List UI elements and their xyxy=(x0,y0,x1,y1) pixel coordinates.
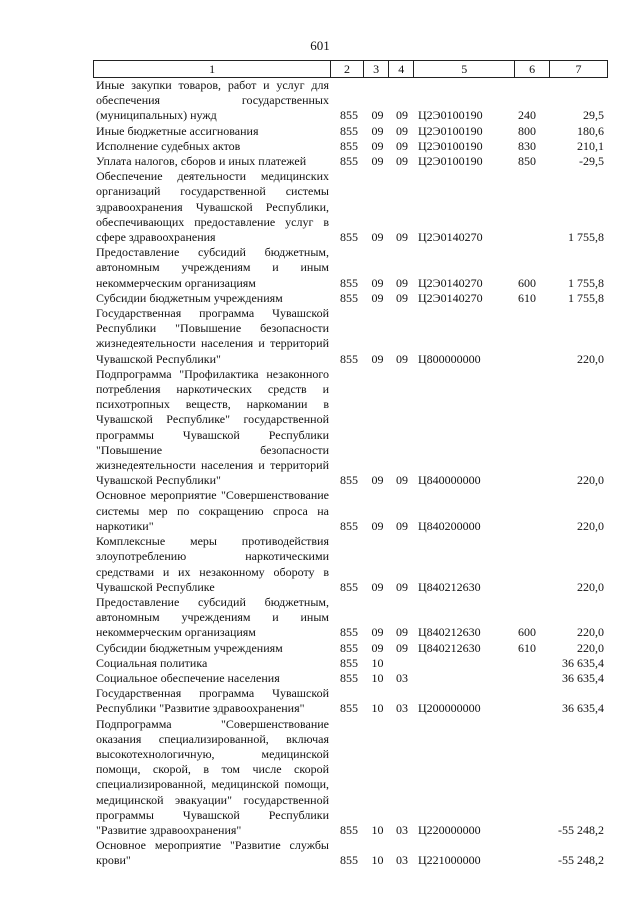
table-row xyxy=(93,838,608,868)
row-amount: 220,0 xyxy=(577,351,604,366)
row-amount: -55 248,2 xyxy=(558,853,604,868)
row-amount: 36 635,4 xyxy=(562,701,604,716)
row-expense-type: 240 xyxy=(518,108,536,123)
table-row xyxy=(93,169,608,245)
row-subsection-code: 09 xyxy=(396,123,408,138)
header-col-5: 5 xyxy=(413,61,514,77)
row-description: Комплексные меры противодействия злоупотреблению наркотическими средствами и их незаконному обороту в Чувашской Республике xyxy=(96,534,329,594)
row-expense-type: 850 xyxy=(518,154,536,169)
row-amount: 220,0 xyxy=(577,473,604,488)
row-target-article: Ц800000000 xyxy=(418,351,481,366)
row-description: Иные бюджетные ассигнования xyxy=(96,123,259,138)
row-amount: 180,6 xyxy=(577,123,604,138)
row-subsection-code: 03 xyxy=(396,822,408,837)
row-target-article: Ц2Э0100190 xyxy=(418,123,483,138)
row-section-code: 09 xyxy=(371,625,384,640)
row-admin-code: 855 xyxy=(340,275,358,290)
row-subsection-code: 09 xyxy=(396,579,408,594)
row-expense-type: 600 xyxy=(518,275,536,290)
row-subsection-code: 09 xyxy=(396,275,408,290)
table-row xyxy=(93,656,608,671)
row-description: Исполнение судебных актов xyxy=(96,138,241,153)
row-admin-code: 855 xyxy=(340,154,358,169)
row-section-code: 09 xyxy=(371,154,384,169)
table-row xyxy=(93,291,608,306)
row-admin-code: 855 xyxy=(340,655,358,670)
table-row xyxy=(93,245,608,291)
row-section-code: 10 xyxy=(371,670,384,685)
row-section-code: 10 xyxy=(371,655,384,670)
row-subsection-code: 09 xyxy=(396,518,408,533)
row-amount: 220,0 xyxy=(577,640,604,655)
row-description: Уплата налогов, сборов и иных платежей xyxy=(96,154,307,169)
row-description: Субсидии бюджетным учреждениям xyxy=(96,290,283,305)
row-target-article: Ц840212630 xyxy=(418,640,481,655)
budget-table xyxy=(93,60,608,869)
row-target-article: Ц2Э0100190 xyxy=(418,108,483,123)
header-col-3: 3 xyxy=(363,61,389,77)
row-description: Основное мероприятие "Развитие службы крови" xyxy=(96,838,329,868)
row-subsection-code: 09 xyxy=(396,230,408,245)
row-section-code: 10 xyxy=(371,822,384,837)
row-amount: 1 755,8 xyxy=(568,275,604,290)
row-description: Социальное обеспечение населения xyxy=(96,670,280,685)
row-subsection-code: 09 xyxy=(396,154,408,169)
header-col-4: 4 xyxy=(388,61,413,77)
row-description: Субсидии бюджетным учреждениям xyxy=(96,640,283,655)
row-amount: 36 635,4 xyxy=(562,670,604,685)
header-col-2: 2 xyxy=(330,61,363,77)
row-amount: 220,0 xyxy=(577,625,604,640)
row-target-article: Ц2Э0140270 xyxy=(418,230,483,245)
row-target-article: Ц840212630 xyxy=(418,625,481,640)
row-description: Государственная программа Чувашской Республики "Развитие здравоохранения" xyxy=(96,686,329,716)
row-description: Подпрограмма "Совершенствование оказания специализированной, включая высокотехнологичную, медицинской помощи, скорой, в том числе скорой специализированной, медицинской помощи, медицинской эвакуации" государственной программы Чувашской Республики "Развитие здравоохранения" xyxy=(96,716,329,837)
row-amount: 29,5 xyxy=(583,108,604,123)
row-section-code: 09 xyxy=(371,473,384,488)
row-target-article: Ц840200000 xyxy=(418,518,481,533)
row-subsection-code: 09 xyxy=(396,108,408,123)
row-section-code: 10 xyxy=(371,853,384,868)
row-target-article: Ц2Э0100190 xyxy=(418,154,483,169)
row-description: Основное мероприятие "Совершенствование системы мер по сокращению спроса на наркотики" xyxy=(96,488,329,533)
header-col-1: 1 xyxy=(209,62,216,76)
row-description: Социальная политика xyxy=(96,655,208,670)
row-section-code: 09 xyxy=(371,579,384,594)
table-row xyxy=(93,124,608,139)
row-admin-code: 855 xyxy=(340,822,358,837)
row-section-code: 09 xyxy=(371,640,384,655)
row-admin-code: 855 xyxy=(340,290,358,305)
row-target-article: Ц200000000 xyxy=(418,701,481,716)
row-section-code: 09 xyxy=(371,275,384,290)
row-subsection-code: 09 xyxy=(396,640,408,655)
table-row xyxy=(93,154,608,169)
row-section-code: 09 xyxy=(371,351,384,366)
table-body xyxy=(93,78,608,869)
row-section-code: 09 xyxy=(371,518,384,533)
row-description: Предоставление субсидий бюджетным, автономным учреждениям и иным некоммерческим организациям xyxy=(96,245,329,290)
row-amount: 1 755,8 xyxy=(568,290,604,305)
row-subsection-code: 09 xyxy=(396,351,408,366)
row-subsection-code: 03 xyxy=(396,670,408,685)
table-row xyxy=(93,139,608,154)
row-amount: 1 755,8 xyxy=(568,230,604,245)
row-admin-code: 855 xyxy=(340,853,358,868)
row-target-article: Ц2Э0140270 xyxy=(418,275,483,290)
row-subsection-code: 09 xyxy=(396,138,408,153)
row-description: Предоставление субсидий бюджетным, автономным учреждениям и иным некоммерческим организациям xyxy=(96,594,329,640)
row-amount: 220,0 xyxy=(577,518,604,533)
row-target-article: Ц840212630 xyxy=(418,579,481,594)
row-admin-code: 855 xyxy=(340,579,358,594)
row-amount: 220,0 xyxy=(577,579,604,594)
table-row xyxy=(93,671,608,686)
table-row xyxy=(93,78,608,124)
table-row xyxy=(93,306,608,367)
row-section-code: 09 xyxy=(371,108,384,123)
row-target-article: Ц221000000 xyxy=(418,853,481,868)
table-row xyxy=(93,641,608,656)
row-subsection-code: 09 xyxy=(396,473,408,488)
row-amount: 36 635,4 xyxy=(562,655,604,670)
row-admin-code: 855 xyxy=(340,351,358,366)
row-amount: 210,1 xyxy=(577,138,604,153)
row-section-code: 09 xyxy=(371,290,384,305)
row-admin-code: 855 xyxy=(340,138,358,153)
row-section-code: 09 xyxy=(371,230,384,245)
row-subsection-code: 03 xyxy=(396,853,408,868)
row-admin-code: 855 xyxy=(340,108,358,123)
row-subsection-code: 09 xyxy=(396,290,408,305)
row-admin-code: 855 xyxy=(340,518,358,533)
row-amount: -29,5 xyxy=(579,154,604,169)
table-row xyxy=(93,488,608,534)
row-admin-code: 855 xyxy=(340,625,358,640)
row-section-code: 09 xyxy=(371,138,384,153)
row-target-article: Ц220000000 xyxy=(418,822,481,837)
row-admin-code: 855 xyxy=(340,670,358,685)
page-number: 601 xyxy=(310,38,330,53)
header-col-6: 6 xyxy=(514,61,548,77)
row-target-article: Ц2Э0100190 xyxy=(418,138,483,153)
table-row xyxy=(93,534,608,595)
row-expense-type: 800 xyxy=(518,123,536,138)
row-description: Подпрограмма "Профилактика незаконного потребления наркотических средств и психотропных веществ, наркомании в Чувашской Республике" государственной программы Чувашской Республики "Повышение безопасности жизнедеятельности населения и территорий Чувашской Республики" xyxy=(96,366,329,488)
row-admin-code: 855 xyxy=(340,473,358,488)
table-row xyxy=(93,367,608,489)
row-admin-code: 855 xyxy=(340,701,358,716)
row-admin-code: 855 xyxy=(340,123,358,138)
row-expense-type: 610 xyxy=(518,640,536,655)
table-row xyxy=(93,595,608,641)
row-section-code: 10 xyxy=(371,701,384,716)
row-subsection-code: 03 xyxy=(396,701,408,716)
row-description: Государственная программа Чувашской Республики "Повышение безопасности жизнедеятельности населения и территорий Чувашской Республики" xyxy=(96,306,329,366)
row-description: Обеспечение деятельности медицинских организаций государственной системы здравоохранения Чувашской Республики, обеспечивающих предоставление услуг в сфере здравоохранения xyxy=(96,169,329,245)
row-expense-type: 830 xyxy=(518,138,536,153)
header-col-7: 7 xyxy=(549,61,607,77)
row-target-article: Ц2Э0140270 xyxy=(418,290,483,305)
row-expense-type: 610 xyxy=(518,290,536,305)
table-row xyxy=(93,717,608,839)
row-admin-code: 855 xyxy=(340,640,358,655)
row-subsection-code: 09 xyxy=(396,625,408,640)
row-amount: -55 248,2 xyxy=(558,822,604,837)
row-section-code: 09 xyxy=(371,123,384,138)
table-header xyxy=(93,60,608,78)
row-expense-type: 600 xyxy=(518,625,536,640)
row-description: Иные закупки товаров, работ и услуг для обеспечения государственных (муниципальных) нужд xyxy=(96,78,329,123)
table-row xyxy=(93,686,608,716)
row-admin-code: 855 xyxy=(340,230,358,245)
row-target-article: Ц840000000 xyxy=(418,473,481,488)
